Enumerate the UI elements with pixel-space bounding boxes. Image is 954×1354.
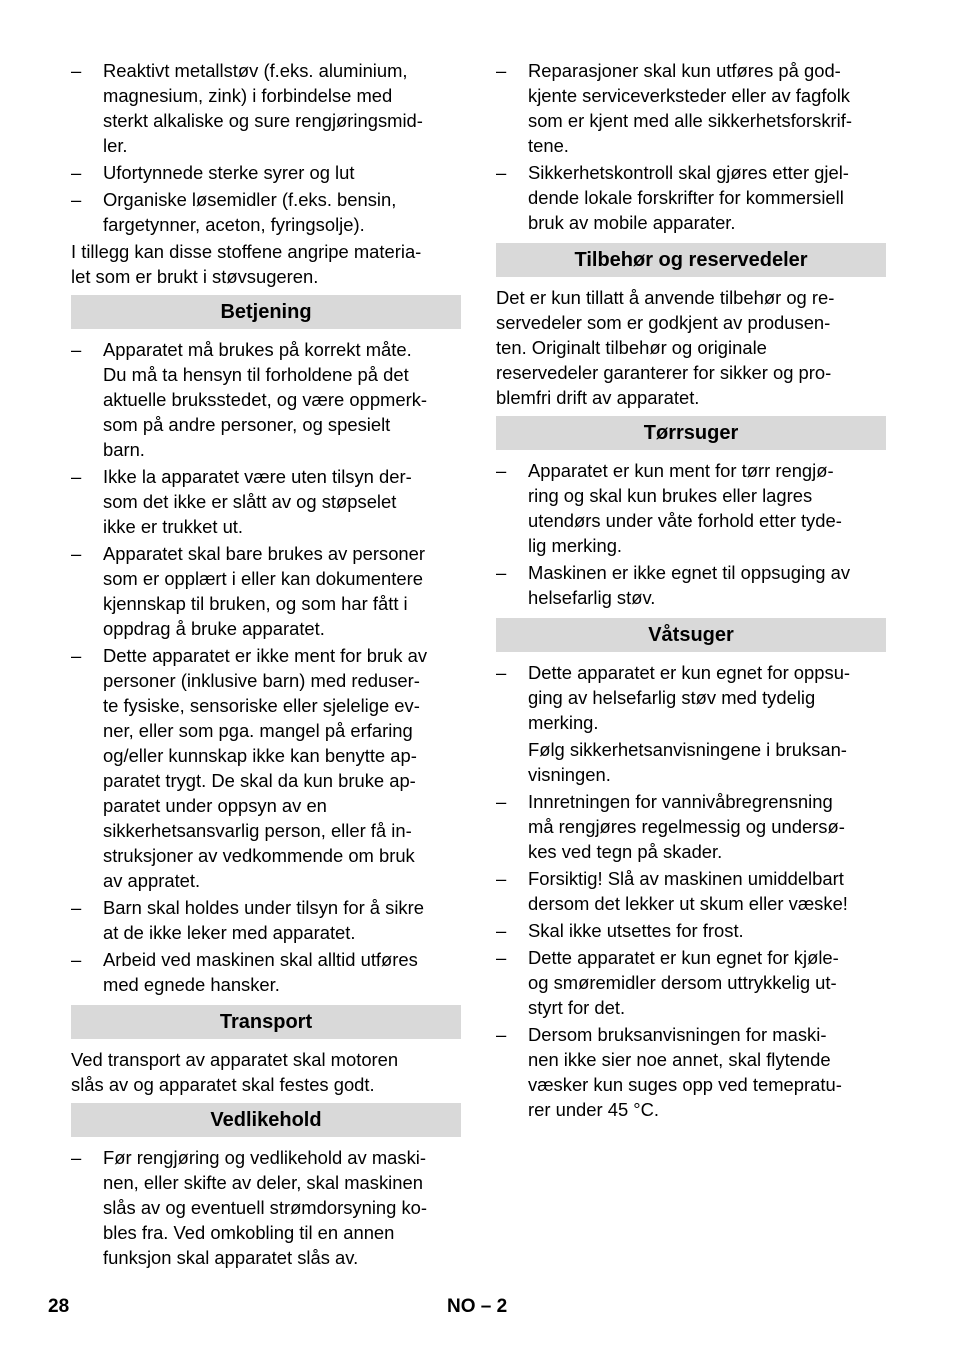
- bullet-item: – Barn skal holdes under tilsyn for å sikre at de ikke leker med apparatet.: [71, 895, 461, 945]
- bullet-item: – Reparasjoner skal kun utføres på god- kjente serviceverksteder eller av fagfolk som er kjent med alle sikkerhetsforskrif- tene.: [496, 58, 886, 158]
- bullet-item: – Skal ikke utsettes for frost.: [496, 918, 886, 943]
- bullet-item: – Organiske løsemidler (f.eks. bensin, fargetynner, aceton, fyringsolje).: [71, 187, 461, 237]
- page-number: 28: [48, 1296, 70, 1317]
- paragraph: Det er kun tillatt å anvende tilbehør og re- servedeler som er godkjent av produsen- ten. Originalt tilbehør og originale reservedeler garanterer for sikker og pro- blemfri drift av apparatet.: [496, 287, 835, 408]
- paragraph: Ved transport av apparatet skal motoren slås av og apparatet skal festes godt.: [71, 1049, 399, 1095]
- bullet-item: – Sikkerhetskontroll skal gjøres etter gjel- dende lokale forskrifter for kommersiell bruk av mobile apparater.: [496, 160, 886, 235]
- bullet-item: – Forsiktig! Slå av maskinen umiddelbart dersom det lekker ut skum eller væske!: [496, 866, 886, 916]
- section-heading-betjening: Betjening: [71, 295, 461, 329]
- bullet-item: – Reaktivt metallstøv (f.eks. aluminium, magnesium, zink) i forbindelse med sterkt alkaliske og sure rengjøringsmid- ler.: [71, 58, 461, 158]
- language-page-label: NO – 2: [447, 1296, 508, 1317]
- section-heading-torrsuger: Tørrsuger: [496, 416, 886, 450]
- left-column: [71, 58, 461, 1272]
- indented-note: Følg sikkerhetsanvisningene i bruksan- visningen.: [528, 739, 847, 785]
- bullet-item: – Før rengjøring og vedlikehold av maski- nen, eller skifte av deler, skal maskinen slås av og eventuell strømdorsyning ko- bles fra. Ved omkobling til en annen funksjon skal apparatet slås av.: [71, 1145, 461, 1270]
- bullet-item: – Arbeid ved maskinen skal alltid utføres med egnede hansker.: [71, 947, 461, 997]
- section-heading-vedlikehold: Vedlikehold: [71, 1103, 461, 1137]
- bullet-item: – Dette apparatet er kun egnet for kjøle- og smøremidler dersom uttrykkelig ut- styrt for det.: [496, 945, 886, 1020]
- paragraph: I tillegg kan disse stoffene angripe materia- let som er brukt i støvsugeren.: [71, 241, 422, 287]
- bullet-item: – Ufortynnede sterke syrer og lut: [71, 160, 461, 185]
- bullet-item: – Innretningen for vannivåbregrensning må rengjøres regelmessig og undersø- kes ved tegn på skader.: [496, 789, 886, 864]
- section-heading-vatsuger: Våtsuger: [496, 618, 886, 652]
- bullet-item: – Apparatet er kun ment for tørr rengjø- ring og skal kun brukes eller lagres utendørs under våte forhold etter tyde- lig merking.: [496, 458, 886, 558]
- bullet-item: – Maskinen er ikke egnet til oppsuging av helsefarlig støv.: [496, 560, 886, 610]
- bullet-item: – Dersom bruksanvisningen for maski- nen ikke sier noe annet, skal flytende væsker kun suges opp ved temepratu- rer under 45 °C.: [496, 1022, 886, 1122]
- section-heading-tilbehor: Tilbehør og reservedeler: [496, 243, 886, 277]
- right-column: [496, 58, 886, 1124]
- bullet-item: – Dette apparatet er kun egnet for oppsu- ging av helsefarlig støv med tydelig merking.: [496, 660, 886, 735]
- section-heading-transport: Transport: [71, 1005, 461, 1039]
- bullet-item: – Ikke la apparatet være uten tilsyn der- som det ikke er slått av og støpselet ikke er trukket ut.: [71, 464, 461, 539]
- bullet-item: – Dette apparatet er ikke ment for bruk av personer (inklusive barn) med reduser- te fysiske, sensoriske eller sjelelige ev- ner, eller som pga. mangel på erfaring og/eller kunnskap ikke kan benytte ap- paratet trygt. De skal da kun bruke ap- paratet under oppsyn av en sikkerhetsansvarlig person, eller få in- struksjoner av vedkommende om bruk av appratet.: [71, 643, 461, 893]
- bullet-item: – Apparatet skal bare brukes av personer som er opplært i eller kan dokumentere kjennskap til bruken, og som har fått i oppdrag å bruke apparatet.: [71, 541, 461, 641]
- bullet-item: – Apparatet må brukes på korrekt måte. Du må ta hensyn til forholdene på det aktuelle bruksstedet, og være oppmerk- som på andre personer, og spesielt barn.: [71, 337, 461, 462]
